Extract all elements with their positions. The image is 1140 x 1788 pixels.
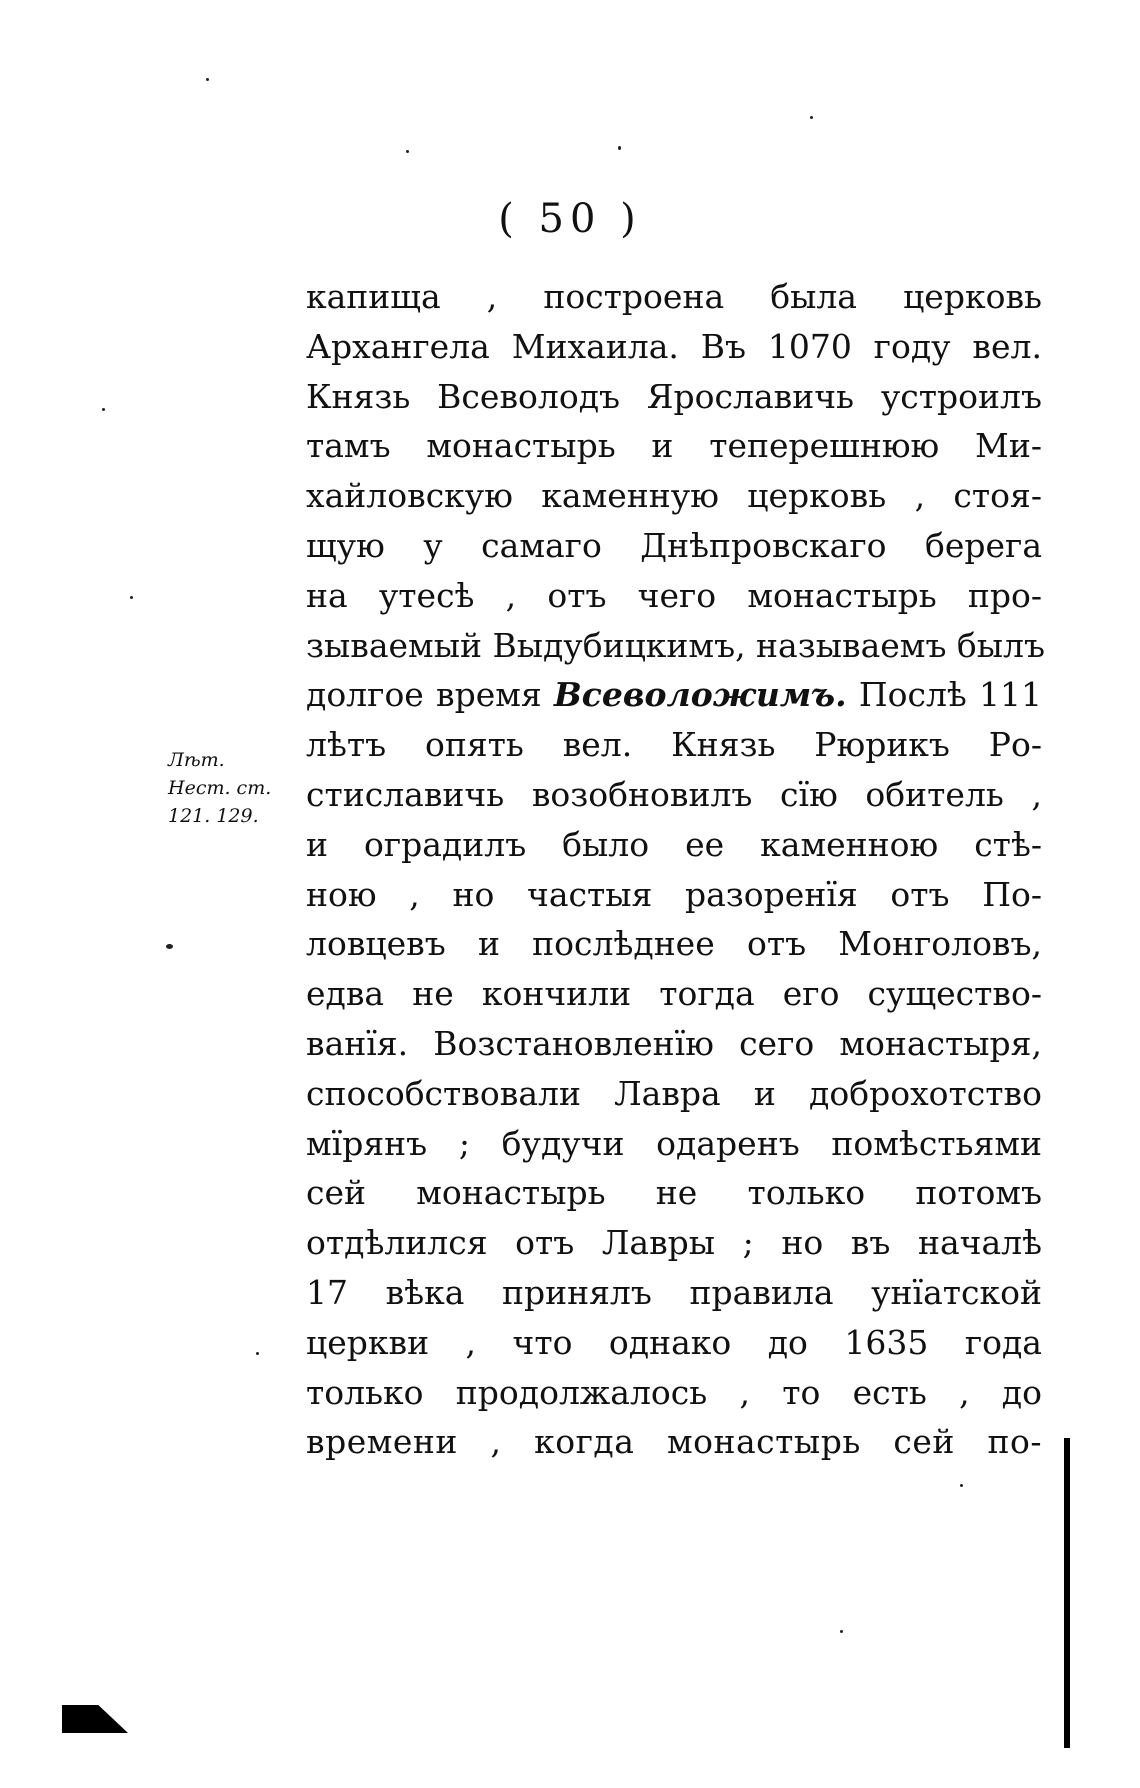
scan-speck [840, 1630, 843, 1633]
scan-edge-line [1064, 1438, 1070, 1748]
text-line: хайловскую каменную церковь , стоя- [306, 476, 1042, 516]
page-number: ( 50 ) [498, 196, 642, 242]
text-fragment: Послѣ 111 [858, 675, 1042, 715]
margin-note-line: 121. 129. [168, 805, 259, 827]
text-line: капища , построена была церковь [306, 277, 1042, 316]
scan-speck [406, 150, 409, 153]
text-line: ловцевъ и послѣднее отъ Монголовъ, [306, 924, 1042, 964]
text-line: на утесѣ , отъ чего монастырь про- [306, 575, 1042, 615]
text-line: способствовали Лавра и доброхотство [306, 1073, 1042, 1113]
scan-speck [960, 1484, 963, 1487]
text-line: Князь Всеволодъ Ярославичь устроилъ [306, 376, 1042, 416]
text-line: только продолжалось , то есть , до [306, 1372, 1042, 1412]
scan-speck [256, 1352, 259, 1355]
text-line-with-italic [306, 670, 1042, 720]
text-line: Архангела Михаила. Въ 1070 году вел. [306, 326, 1042, 366]
text-line: едва не кончили тогда его существо- [306, 974, 1042, 1014]
margin-note-line: Лѣт. [168, 749, 225, 771]
italic-name: Всеволожимъ. [553, 675, 847, 715]
text-line: тамъ монастырь и теперешнюю Ми- [306, 426, 1042, 466]
scan-speck [102, 408, 105, 411]
text-line: 17 вѣка принялъ правила унїатской [306, 1272, 1042, 1312]
text-line: ванїя. Возстановленїю сего монастыря, [306, 1023, 1042, 1063]
margin-note [168, 746, 304, 830]
text-line: щую у самаго Днѣпровскаго берега [306, 525, 1042, 565]
text-fragment: долгое время [306, 675, 542, 715]
scan-speck [206, 78, 209, 81]
text-line: зываемый Выдубицкимъ, называемъ былъ [306, 625, 1046, 665]
text-line: лѣтъ опять вел. Князь Рюрикъ Ро- [306, 725, 1042, 765]
scan-speck [810, 116, 813, 119]
scan-speck [130, 596, 133, 599]
text-line: отдѣлился отъ Лавры ; но въ началѣ [306, 1223, 1042, 1263]
text-line: стиславичь возобновилъ сїю обитель , [306, 774, 1042, 814]
text-line: сей монастырь не только потомъ [306, 1173, 1042, 1213]
scan-blot [62, 1705, 128, 1733]
text-line: и оградилъ было ее каменною стѣ- [306, 824, 1042, 864]
text-line: церкви , что однако до 1635 года [306, 1322, 1042, 1362]
text-line: мїрянъ ; будучи одаренъ помѣстьями [306, 1123, 1042, 1163]
margin-note-line: Нест. ст. [168, 777, 272, 799]
text-line: времени , когда монастырь сей по- [306, 1422, 1042, 1462]
scan-speck [618, 146, 621, 150]
body-text [306, 272, 1046, 1467]
text-line: ною , но частыя разоренїя отъ По- [306, 874, 1042, 914]
scan-speck [166, 944, 173, 949]
